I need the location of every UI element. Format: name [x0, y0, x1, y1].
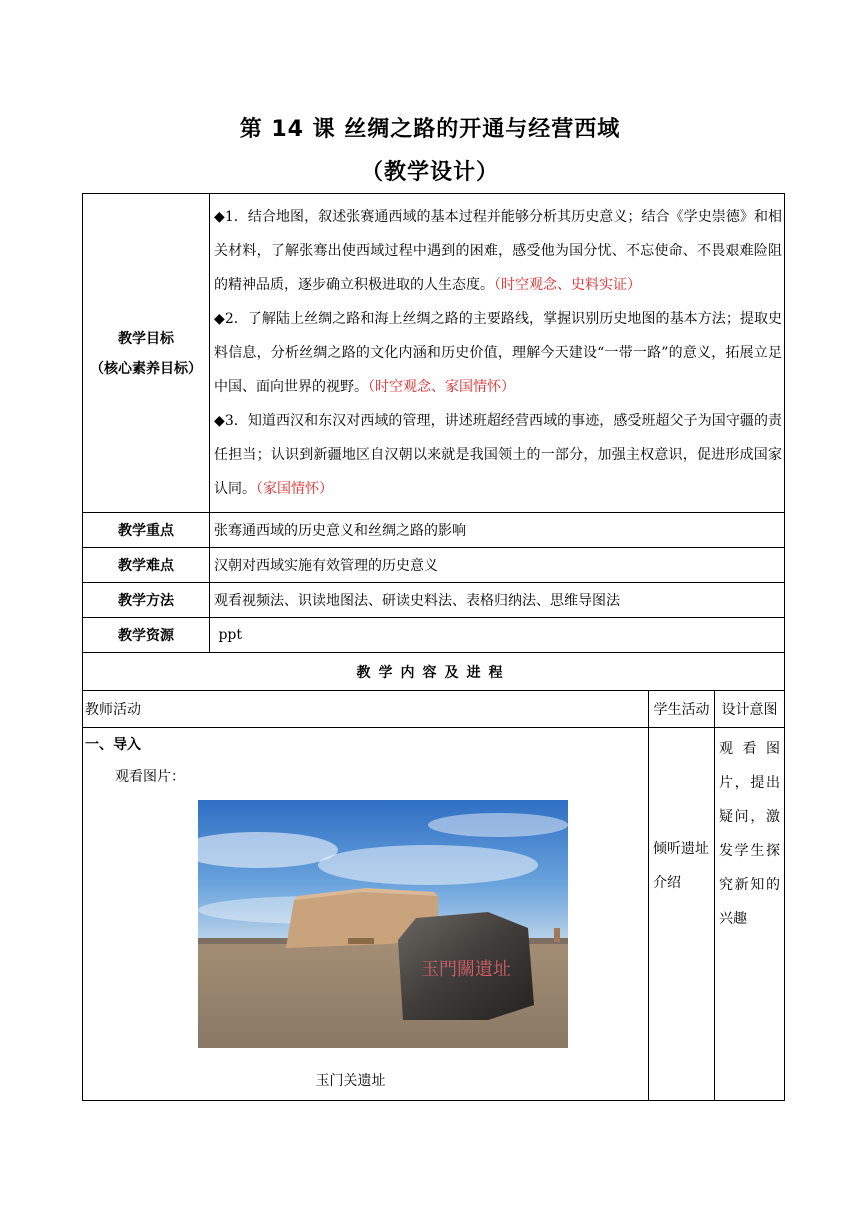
goals-label-sub: （核心素养目标） — [90, 361, 202, 377]
goals-label: 教学目标 — [118, 331, 174, 347]
difficulty-row — [83, 548, 785, 583]
intro-row — [83, 728, 785, 1101]
yumen-pass-photo — [198, 800, 568, 1048]
photo-caption: 玉门关遗址 — [315, 1073, 386, 1089]
resource-value: ppt — [210, 618, 785, 653]
goal-text: ◆2．了解陆上丝绸之路和海上丝绸之路的主要路线，掌握识别历史地图的基本方法；提取史料信息，分析丝绸之路的文化内涵和历史价值，理解今天建设“一带一路”的意义，拓展立足中国、面向世界的视野。 — [214, 311, 782, 395]
method-label: 教学方法 — [83, 583, 210, 618]
process-column-header-row — [83, 691, 785, 728]
process-heading: 教学内容及进程 — [83, 653, 785, 691]
document-subtitle: （教学设计） — [360, 160, 499, 185]
key-point-label: 教学重点 — [83, 513, 210, 548]
goal-tag: （家国情怀） — [256, 481, 333, 497]
resource-row — [83, 618, 785, 653]
method-value: 观看视频法、识读地图法、研读史料法、表格归纳法、思维导图法 — [210, 583, 785, 618]
teacher-activity-header: 教师活动 — [83, 691, 649, 728]
goal-text: ◆3．知道西汉和东汉对西域的管理，讲述班超经营西域的事迹，感受班超父子为国守疆的责任担当；认识到新疆地区自汉朝以来就是我国领土的一部分，加强主权意识，促进形成国家认同。 — [214, 413, 782, 497]
lesson-plan-table — [82, 193, 785, 1101]
student-activity-cell: 倾听遗址介绍 — [649, 728, 715, 1101]
goal-text: ◆1．结合地图，叙述张赛通西域的基本过程并能够分析其历史意义；结合《学史崇德》和相关材料，了解张骞出使西域过程中遇到的困难，感受他为国分忧、不忘使命、不畏艰难险阻的精神品质，逐步确立积极进取的人生态度。 — [214, 209, 782, 293]
document-title: 第 14 课 丝绸之路的开通与经营西域 — [239, 117, 621, 142]
goals-content-cell — [210, 194, 785, 513]
process-heading-row — [83, 653, 785, 691]
student-activity-header: 学生活动 — [649, 691, 715, 728]
key-point-row — [83, 513, 785, 548]
yumen-pass-photo-image — [198, 800, 568, 1048]
method-row — [83, 583, 785, 618]
resource-label: 教学资源 — [83, 618, 210, 653]
difficulty-label: 教学难点 — [83, 548, 210, 583]
difficulty-value: 汉朝对西域实施有效管理的历史意义 — [210, 548, 785, 583]
design-intent-header: 设计意图 — [715, 691, 785, 728]
goals-row — [83, 194, 785, 513]
design-intent-cell: 观看图片，提出疑问，激发学生探究新知的兴趣 — [715, 728, 785, 1101]
goal-tag: （时空观念、史料实证） — [494, 277, 641, 293]
intro-text: 观看图片： — [115, 769, 185, 785]
goal-item-2 — [214, 302, 782, 404]
intro-heading: 一、导入 — [85, 737, 141, 753]
goal-tag: （时空观念、家国情怀） — [368, 379, 515, 395]
goal-item-1 — [214, 200, 782, 302]
photo-stone-inscription: 玉門關遺址 — [421, 959, 511, 980]
key-point-value: 张骞通西域的历史意义和丝绸之路的影响 — [210, 513, 785, 548]
teacher-activity-cell — [83, 728, 649, 1101]
goals-label-cell — [83, 194, 210, 513]
goal-item-3 — [214, 404, 782, 506]
